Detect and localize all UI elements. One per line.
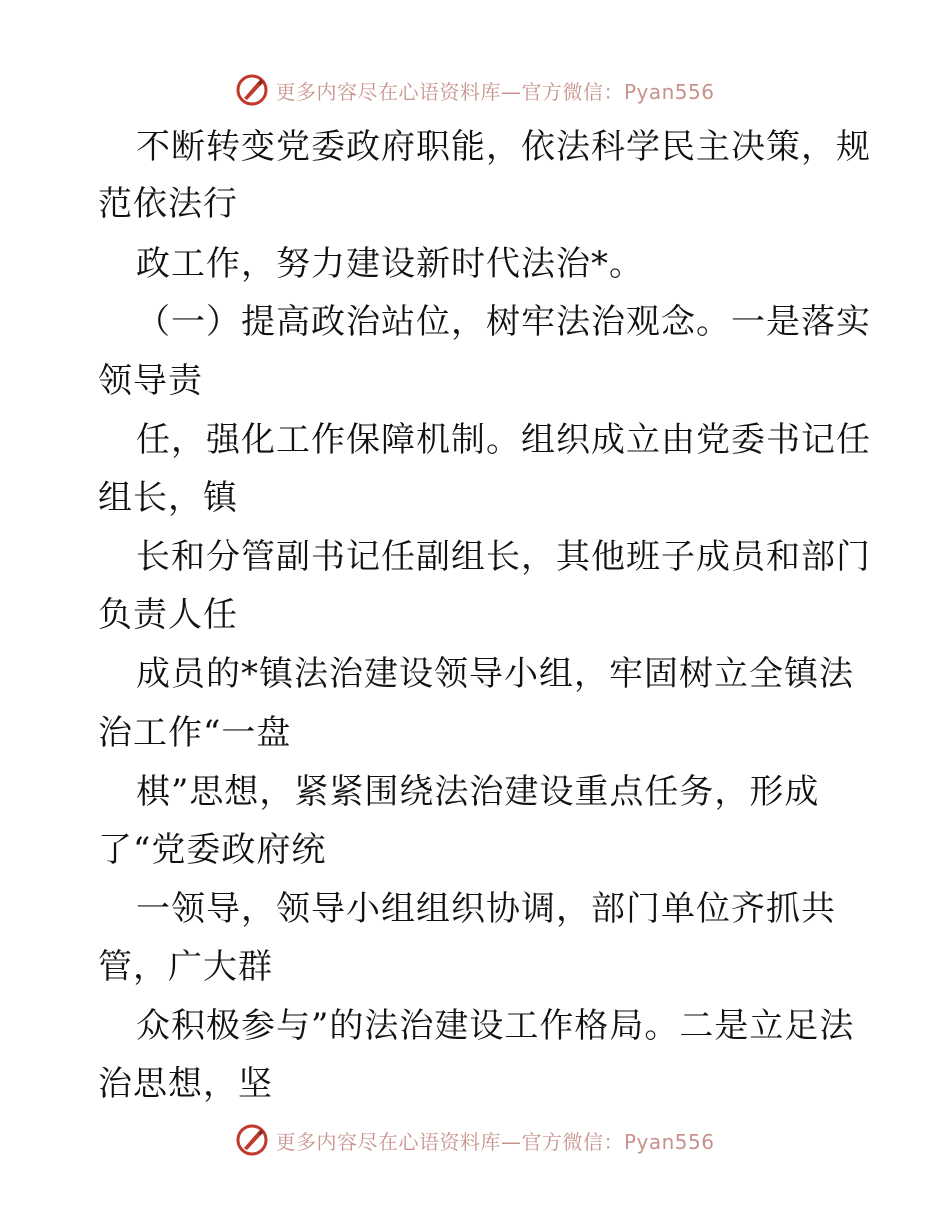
- body-line-2: 范依法行: [98, 184, 238, 224]
- body-line-13: 了“党委政府统: [98, 830, 327, 870]
- body-line-17: 治思想，坚: [98, 1064, 273, 1104]
- watermark-text: 更多内容尽在心语资料库—官方微信：Pyan556: [275, 79, 715, 104]
- body-line-16: 众积极参与”的法治建设工作格局。二是立足法: [136, 1006, 855, 1046]
- footer-watermark: [0, 1120, 950, 1160]
- body-line-6: 任，强化工作保障机制。组织成立由党委书记任: [136, 420, 871, 460]
- body-line-8: 长和分管副书记任副组长，其他班子成员和部门: [136, 537, 871, 577]
- body-line-5: 领导责: [98, 361, 203, 401]
- watermark-text: 更多内容尽在心语资料库—官方微信：Pyan556: [275, 1129, 715, 1154]
- body-line-4: （一）提高政治站位，树牢法治观念。一是落实: [136, 302, 871, 342]
- pen-seal-logo-icon: [235, 1123, 269, 1157]
- body-line-7: 组长，镇: [98, 478, 238, 518]
- body-line-15: 管，广大群: [98, 947, 273, 987]
- body-line-3: 政工作，努力建设新时代法治*。: [136, 244, 644, 284]
- body-line-10: 成员的*镇法治建设领导小组，牢固树立全镇法: [136, 654, 854, 694]
- body-line-11: 治工作“一盘: [98, 713, 292, 753]
- body-line-9: 负责人任: [98, 595, 238, 635]
- body-line-12: 棋”思想，紧紧围绕法治建设重点任务，形成: [136, 772, 820, 812]
- body-line-1: 不断转变党委政府职能，依法科学民主决策，规: [136, 127, 871, 167]
- body-line-14: 一领导，领导小组组织协调，部门单位齐抓共: [136, 889, 836, 929]
